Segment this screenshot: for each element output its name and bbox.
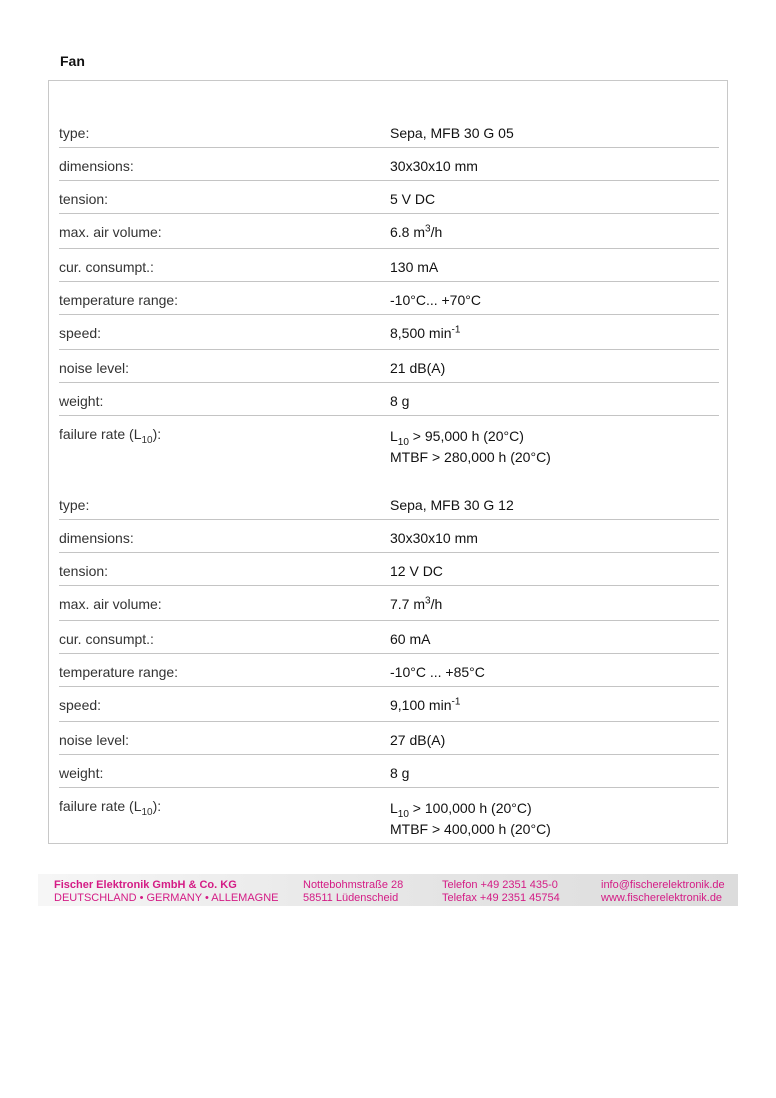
spec-row-tension [59,181,719,214]
spec-value: 7.7 $m^3/h$ [390,595,443,612]
spec-value: 60 mA [390,631,431,647]
spec-label: weight: [59,393,104,409]
spec-row-speed [59,687,719,722]
spec-label: cur. consumpt.: [59,259,154,275]
spec-row-type [59,487,719,520]
section-title: Fan [60,53,85,69]
spec-row-air-volume [59,586,719,621]
spec-value: $L_{10} > 100,000$ h (20°C) MTBF > 400,000 h (20°C) [390,800,551,837]
spec-row-dimensions [59,520,719,553]
spec-value: 21 dB(A) [390,360,446,376]
spec-label: noise level: [59,360,130,376]
spec-row-failure-rate [59,788,719,836]
spec-row-failure-rate [59,416,719,464]
footer-phone: Telefon +49 2351 435-0 Telefax +49 2351 45754 [442,879,560,904]
spec-table-2 [59,487,719,836]
spec-value: 30x30x10 mm [390,530,478,546]
spec-row-type [59,115,719,148]
spec-value: -10°C... +70°C [390,292,481,308]
spec-value: 9,100 $\min^{-1}$ [390,696,461,713]
spec-value: 30x30x10 mm [390,158,478,174]
spec-value: $L_{10} > 95,000$ h (20°C) MTBF > 280,000 h (20°C) [390,428,551,465]
spec-row-temperature [59,282,719,315]
spec-label: tension: [59,191,109,207]
spec-row-speed [59,315,719,350]
spec-label: weight: [59,765,104,781]
spec-row-tension [59,553,719,586]
spec-row-temperature [59,654,719,687]
spec-row-current [59,621,719,654]
spec-label: dimensions: [59,530,134,546]
spec-label: temperature range: [59,664,179,680]
company-footer [38,874,738,906]
spec-value: 130 mA [390,259,439,275]
spec-row-current [59,249,719,282]
spec-value: 8,500 $\min^{-1}$ [390,324,461,341]
footer-address: Nottebohmstraße 28 58511 Lüdenscheid [303,879,404,904]
spec-label: temperature range: [59,292,179,308]
spec-value: 27 dB(A) [390,732,446,748]
spec-value: 8 g [390,765,410,781]
spec-label: type: [59,497,90,513]
spec-row-weight [59,755,719,788]
spec-label: max. air volume: [59,224,162,240]
spec-row-weight [59,383,719,416]
spec-value: 6.8 $m^3/h$ [390,223,443,240]
spec-value: 12 V DC [390,563,443,579]
spec-label: tension: [59,563,109,579]
spec-value: -10°C ... +85°C [390,664,485,680]
spec-label: speed: [59,325,102,341]
spec-label: max. air volume: [59,596,162,612]
spec-label: speed: [59,697,102,713]
spec-row-dimensions [59,148,719,181]
spec-label: failure rate $(L_{10})$: [59,426,162,446]
spec-value: 5 V DC [390,191,436,207]
spec-value: Sepa, MFB 30 G 12 [390,497,514,513]
footer-company: Fischer Elektronik GmbH & Co. KG DEUTSCHLAND • GERMANY • ALLEMAGNE [54,879,279,904]
spec-row-noise [59,722,719,755]
spec-label: dimensions: [59,158,134,174]
footer-contact [601,879,725,905]
spec-table-1 [59,115,719,464]
spec-label: failure rate $(L_{10})$: [59,798,162,818]
spec-label: type: [59,125,90,141]
spec-label: cur. consumpt.: [59,631,154,647]
spec-row-air-volume [59,214,719,249]
email-link[interactable]: info@fischerelektronik.de [601,879,725,891]
website-link[interactable]: www.fischerelektronik.de [601,892,723,904]
spec-value: Sepa, MFB 30 G 05 [390,125,514,141]
spec-label: noise level: [59,732,130,748]
spec-value: 8 g [390,393,410,409]
spec-row-noise [59,350,719,383]
